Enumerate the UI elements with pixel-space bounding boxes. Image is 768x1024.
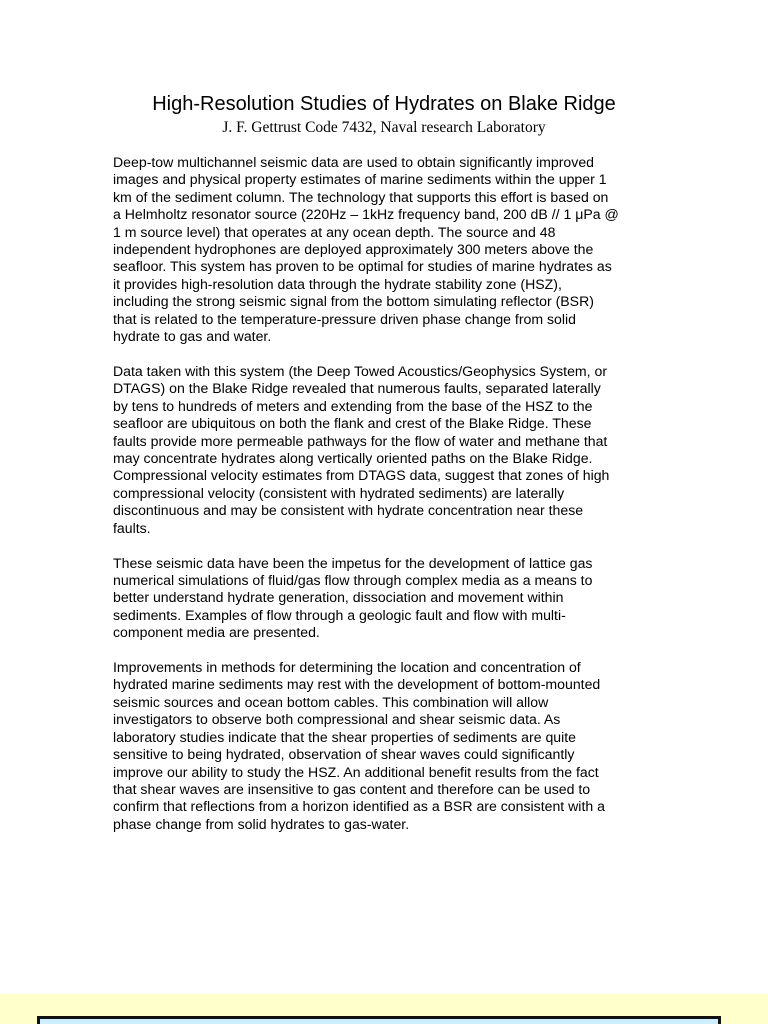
document-title: High-Resolution Studies of Hydrates on Blake Ridge	[152, 93, 616, 115]
body-paragraph: Improvements in methods for determining the location and concentration of hydrated marine sediments may rest with the development of bottom-mounted seismic sources and ocean bottom cables. This combination will allow investigators to observe both compressional and shear seismic data. As laboratory studies indicate that the shear properties of sediments are quite sensitive to being hydrated, observation of shear waves could significantly improve our ability to study the HSZ. An additional benefit results from the fact that shear waves are insensitive to gas content and therefore can be used to confirm that reflections from a horizon identified as a BSR are consistent with a phase change from solid hydrates to gas-water.	[113, 659, 605, 832]
body-paragraph: Deep-tow multichannel seismic data are used to obtain significantly improved images and physical property estimates of marine sediments within the upper 1 km of the sediment column. The technology that supports this effort is based on a Helmholtz resonator source (220Hz – 1kHz frequency band, 200 dB // 1 μPa @ 1 m source level) that operates at any ocean depth. The source and 48 independent hydrophones are deployed approximately 300 meters above the seafloor. This system has proven to be optimal for studies of marine hydrates as it provides high-resolution data through the hydrate stability zone (HSZ), including the strong seismic signal from the bottom simulating reflector (BSR) that is related to the temperature-pressure driven phase change from solid hydrate to gas and water.	[113, 154, 619, 345]
body-paragraph: These seismic data have been the impetus for the development of lattice gas numerical simulations of fluid/gas flow through complex media as a means to better understand hydrate generation, dissociation and movement within sediments. Examples of flow through a geologic fault and flow with multi- component media are presented.	[113, 554, 593, 641]
document-author-line: J. F. Gettrust Code 7432, Naval research Laboratory	[222, 119, 546, 136]
document-body	[113, 154, 658, 851]
next-page-preview-box	[37, 1016, 721, 1024]
body-paragraph: Data taken with this system (the Deep Towed Acoustics/Geophysics System, or DTAGS) on the Blake Ridge revealed that numerous faults, separated laterally by tens to hundreds of meters and extending from the base of the HSZ to the seafloor are ubiquitous on both the flank and crest of the Blake Ridge. These faults provide more permeable pathways for the flow of water and methane that may concentrate hydrates along vertically oriented paths on the Blake Ridge. Compressional velocity estimates from DTAGS data, suggest that zones of high compressional velocity (consistent with hydrated sediments) are laterally discontinuous and may be consistent with hydrate concentration near these faults.	[113, 362, 610, 536]
